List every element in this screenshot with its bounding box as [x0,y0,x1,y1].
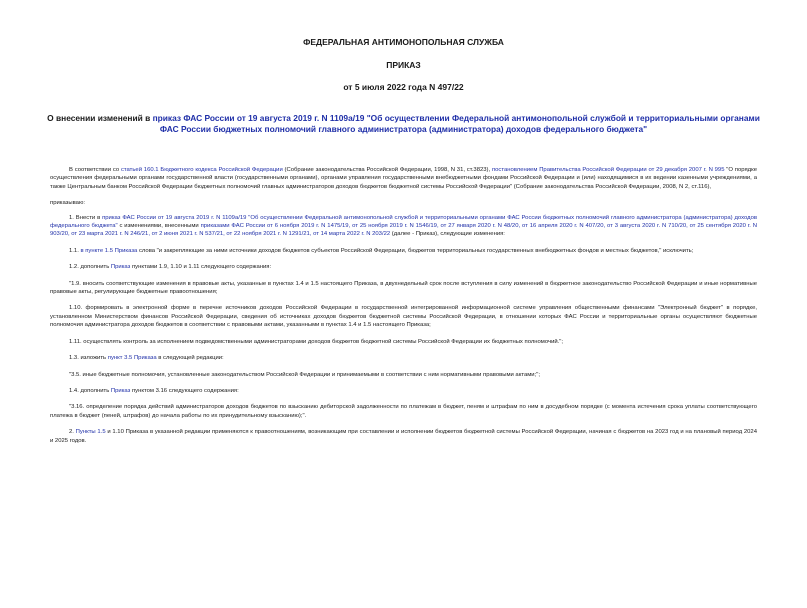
item-text: (далее - Приказ), следующие изменения: [390,231,505,238]
issuing-authority: ФЕДЕРАЛЬНАЯ АНТИМОНОПОЛЬНАЯ СЛУЖБА [303,37,504,47]
preamble-text: (Собрание законодательства Российской Федерации, 1998, N 31, ст.3823), [282,167,492,173]
item-1-1 [40,247,767,255]
title-text: О внесении изменений в [47,113,153,123]
amended-order-link[interactable]: приказ ФАС России от 19 августа 2019 г. N 1109а/19 "Об осуществлении Федеральной антимонопольной службой и территориальными органами ФАС России бюджетных полномочий главного администратора (администратора) доходов федерального бюджета" [50,214,757,230]
quote-3-5: "3.5. иные бюджетные полномочия, установленные законодательством Российской Федерации и принимаемыми в соответствии с ним нормативными правовыми актами;"; [69,371,540,378]
quote-1-9: "1.9. вносить соответствующие изменения в правовые акты, указанные в пунктах 1.4 и 1.5 настоящего Приказа, в двухнедельный срок после вступления в силу изменений в бюджетное законодательство Российской Федерации и иные нормативные правовые акты, регулирующие бюджетные правоотношения; [50,280,757,296]
item-1 [40,214,767,239]
item-text: и 1.10 Приказа в указанной редакции применяются к правоотношениям, возникающим при составлении и исполнении бюджетов бюджетной системы Российской Федерации, начиная с бюджетов на 2023 год и на плановый период 2024 и 2025 годов. [50,429,757,444]
clauses-link[interactable]: Пункты 1.5 [75,429,106,436]
quote-3-16: "3.16. определение порядка действий администраторов доходов бюджетов по взысканию дебиторской задолженности по платежам в бюджет, пеням и штрафам по ним в досудебном порядке (с момента истечения срока уплаты соответствующего платежа в бюджет (пеней, штрафов) до начала работы по их принудительному взысканию);". [50,404,757,419]
clause-1-5-link[interactable]: в пункте 1.5 Приказа [80,247,138,254]
item-2 [40,428,767,445]
quote-1-10: 1.10. формировать в электронной форме в перечне источников доходов Российской Федерации в государственной интегрированной информационной системе управления общественными финансами "Электронный бюджет" в порядке, установленном Министерством финансов Российской Федерации, сведения об источниках доходов бюджетов бюджетной системы Российской Федерации, в отношении которых ФАС России и территориальные органы осуществляют бюджетные полномочия администратора доходов бюджетов в соответствии с правовыми актами, указанными в пунктах 1.4 и 1.5 настоящего Приказа; [50,305,757,329]
order-link[interactable]: Приказ [110,264,131,271]
item-text: в следующей редакции: [156,355,224,362]
item-text: 1.3. изложить [69,355,108,362]
clause-3-5-link[interactable]: пункт 3.5 Приказа [107,355,157,362]
government-decree-link[interactable]: постановлением Правительства Российской Федерации от 29 декабря 2007 г. N 995 [491,167,725,173]
item-1-3 [40,354,767,362]
item-text: слова "и закрепляющие за ними источники доходов бюджетов субъектов Российской Федерации, бюджетов территориальных государственных внебюджетных фондов и местных бюджетов," исключить; [137,247,694,254]
preamble-text: "О порядке осуществления федеральными органами государственной власти (государственными органами), органами управления государственными внебюджетными фондами Российской Федерации и (или) находящимися в их ведении казенными учреждениями, а также Центральным банком Российской Федерации бюджетных полномочий главных администраторов доходов бюджетов бюджетной системы Российской Федерации" (Собрание законодательства Российской Федерации, 2008, N 2, ст.116), [50,167,758,190]
document-page [0,37,807,608]
item-text: 2. [69,429,76,436]
item-text: 1. Внести в [69,214,103,221]
preamble-paragraph [40,166,767,191]
order-word: приказываю: [50,200,86,207]
item-text: 1.1. [69,247,81,254]
item-text: 1.2. дополнить [69,264,111,271]
item-text: пунктами 1.9, 1.10 и 1.11 следующего содержания: [130,264,272,271]
preamble-text: В соответствии со [69,167,121,173]
document-title [46,113,761,135]
item-text: 1.4. дополнить [69,387,111,394]
item-text: пунктом 3.16 следующего содержания: [130,387,239,394]
item-1-2 [40,263,767,271]
budget-code-link[interactable]: статьей 160.1 Бюджетного кодекса Российской Федерации [120,167,283,173]
order-link[interactable]: Приказ [110,387,131,394]
quote-1-11: 1.11. осуществлять контроль за исполнением подведомственными администраторами доходов бюджетов бюджетной системы Российской Федерации их бюджетных полномочий."; [69,338,564,345]
document-date: от 5 июля 2022 года N 497/22 [343,82,464,92]
item-1-4 [40,387,767,395]
document-type: ПРИКАЗ [386,60,421,70]
item-text: с изменениями, внесенными [117,223,201,230]
title-link[interactable]: приказ ФАС России от 19 августа 2019 г. N 1109а/19 "Об осуществлении Федеральной антимонопольной службой и территориальными органами ФАС России бюджетных полномочий главного администратора (администратора) доходов федерального бюджета" [152,113,760,134]
amending-orders-link[interactable]: приказами ФАС России от 6 ноября 2019 г. N 1475/19, от 25 ноября 2019 г. N 1546/19, от 27 января 2020 г. N 48/20, от 16 апреля 2020 г. N 407/20, от 3 августа 2020 г. N 710/20, от 25 сентября 2020 г. N 903/20, от 23 марта 2021 г. N 246/21, от 2 июня 2021 г. N 537/21, от 22 ноября 2021 г. N 1291/21, от 14 марта 2022 г. N 203/22 [50,223,757,238]
